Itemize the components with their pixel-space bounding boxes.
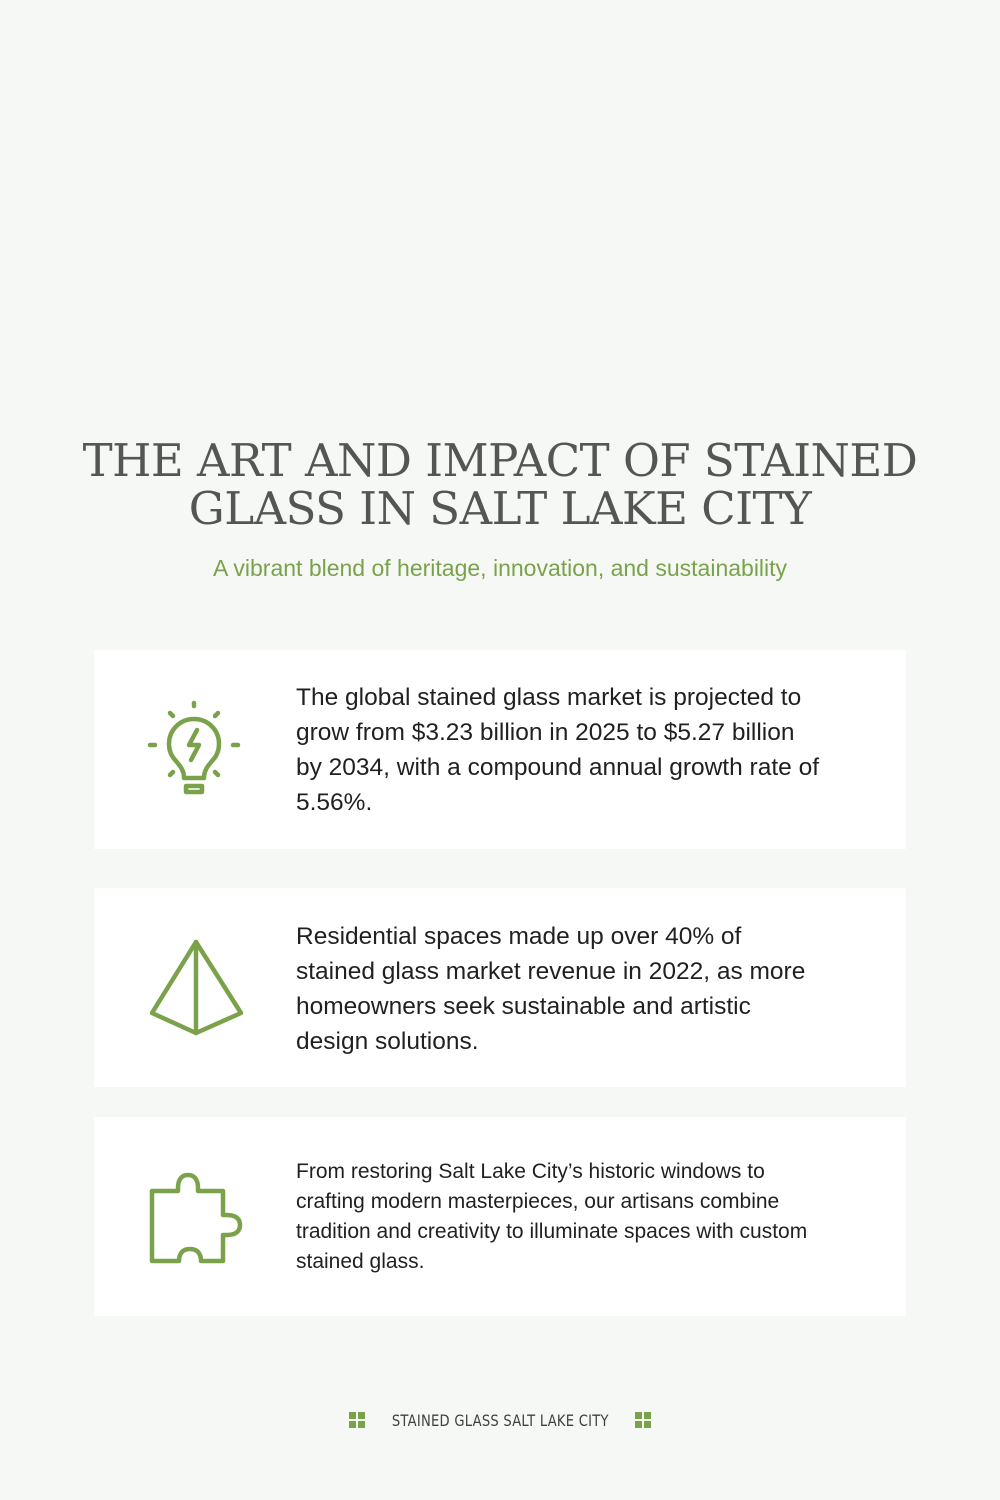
stat-card-residential — [94, 888, 906, 1087]
puzzle-piece-icon — [146, 1167, 246, 1267]
footer-brand: STAINED GLASS SALT LAKE CITY — [391, 1410, 609, 1430]
stat-card-market-growth — [94, 650, 906, 849]
logo-squares-icon — [635, 1412, 651, 1428]
title-line-1: THE ART AND IMPACT OF STAINED — [82, 434, 918, 487]
title-line-2: GLASS IN SALT LAKE CITY — [188, 482, 812, 535]
stat-text: Residential spaces made up over 40% of stained glass market revenue in 2022, as more homeowners seek sustainable and artistic design solutions. — [296, 923, 806, 1055]
lightbulb-bolt-icon — [146, 700, 246, 800]
footer-logo — [0, 1408, 1000, 1432]
stat-card-artisans — [94, 1117, 906, 1316]
pyramid-icon — [146, 938, 246, 1038]
page-title — [0, 434, 1000, 535]
logo-squares-icon — [349, 1412, 365, 1428]
stat-text: From restoring Salt Lake City’s historic windows to crafting modern masterpieces, our artisans combine tradition and creativity to illuminate spaces with custom stained glass. — [296, 1160, 808, 1273]
stat-text: The global stained glass market is projected to grow from $3.23 billion in 2025 to $5.27 billion by 2034, with a compound annual growth rate of 5.56%. — [296, 684, 820, 816]
page-subtitle: A vibrant blend of heritage, innovation, and sustainability — [212, 555, 788, 581]
